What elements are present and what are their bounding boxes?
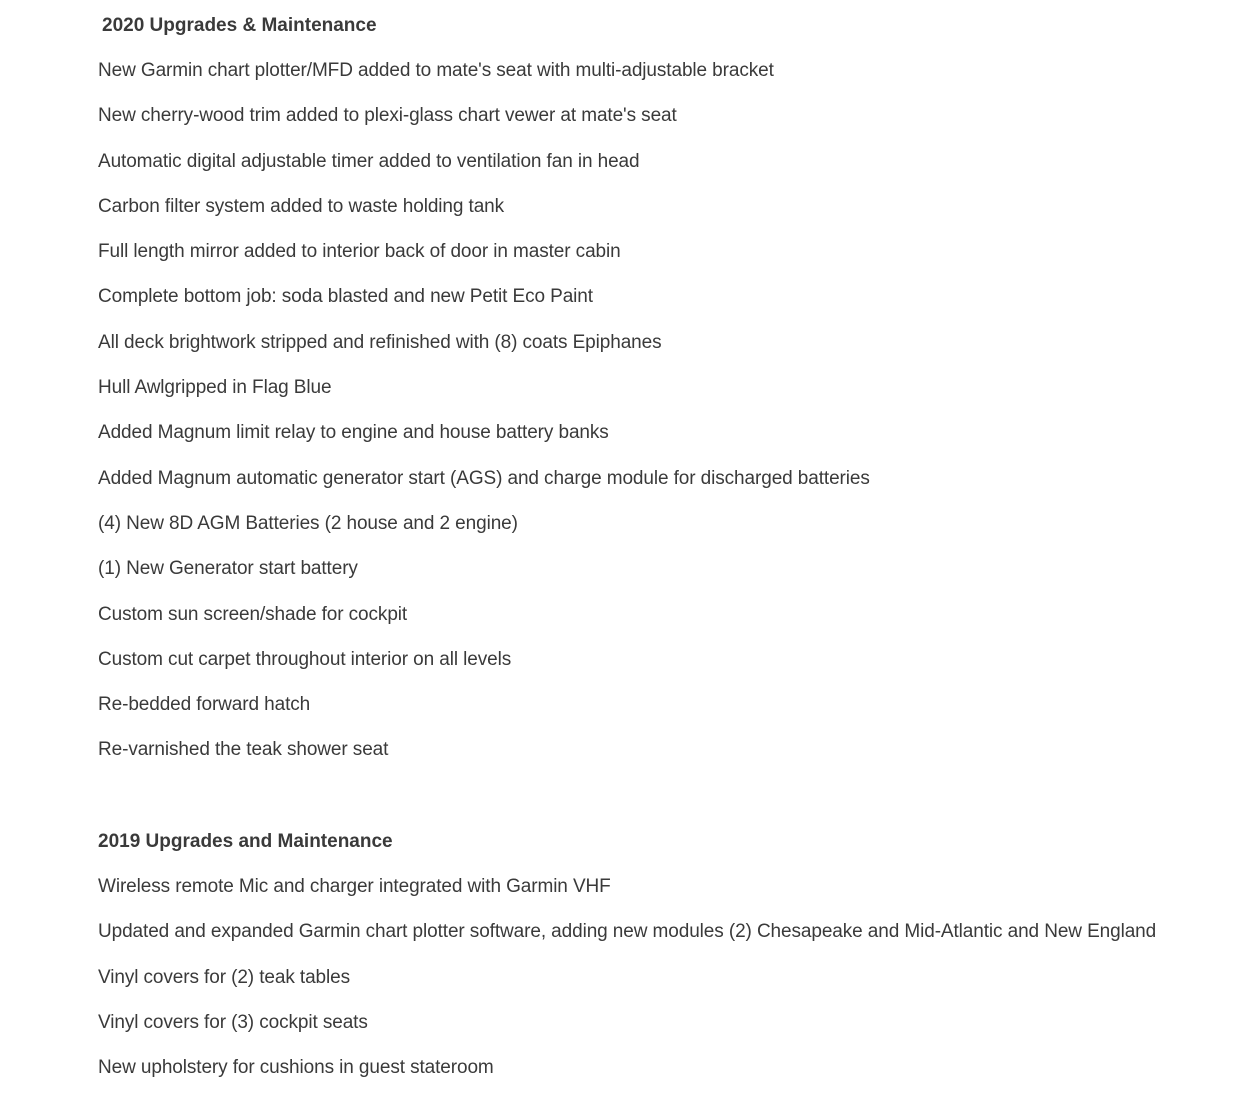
list-item: Updated and expanded Garmin chart plotter software, adding new modules (2) Chesapeake and Mid-Atlantic and New England <box>98 921 1157 943</box>
upgrades-list-2019 <box>98 875 1156 1101</box>
list-item: Automatic digital adjustable timer added to ventilation fan in head <box>98 150 640 172</box>
list-item: Wireless remote Mic and charger integrated with Garmin VHF <box>98 876 611 897</box>
list-item: Added Magnum limit relay to engine and house battery banks <box>98 422 609 444</box>
list-item: Added Magnum automatic generator start (AGS) and charge module for discharged batteries <box>98 467 870 489</box>
section-heading-2019: 2019 Upgrades and Maintenance <box>98 831 393 852</box>
section-heading-2020: 2020 Upgrades & Maintenance <box>102 15 377 36</box>
list-item: Vinyl covers for (3) cockpit seats <box>98 1011 368 1033</box>
list-item: New cherry-wood trim added to plexi-glass chart vewer at mate's seat <box>98 105 677 127</box>
list-item: Full length mirror added to interior back of door in master cabin <box>98 241 621 263</box>
list-item: Custom sun screen/shade for cockpit <box>98 603 408 625</box>
list-item: New upholstery for cushions in guest stateroom <box>98 1057 494 1079</box>
list-item: Complete bottom job: soda blasted and new Petit Eco Paint <box>98 286 593 308</box>
list-item: Custom cut carpet throughout interior on all levels <box>98 648 512 670</box>
list-item: Re-bedded forward hatch <box>98 694 311 716</box>
list-item: Vinyl covers for (2) teak tables <box>98 966 351 988</box>
list-item: Hull Awlgripped in Flag Blue <box>98 377 332 399</box>
list-item: All deck brightwork stripped and refinished with (8) coats Epiphanes <box>98 331 662 353</box>
list-item: Carbon filter system added to waste holding tank <box>98 195 505 217</box>
list-item: (1) New Generator start battery <box>98 558 358 580</box>
upgrades-list-2020 <box>98 59 870 784</box>
list-item: Re-varnished the teak shower seat <box>98 739 389 761</box>
list-item: New Garmin chart plotter/MFD added to mate's seat with multi-adjustable bracket <box>98 60 774 81</box>
list-item: (4) New 8D AGM Batteries (2 house and 2 engine) <box>98 512 518 534</box>
